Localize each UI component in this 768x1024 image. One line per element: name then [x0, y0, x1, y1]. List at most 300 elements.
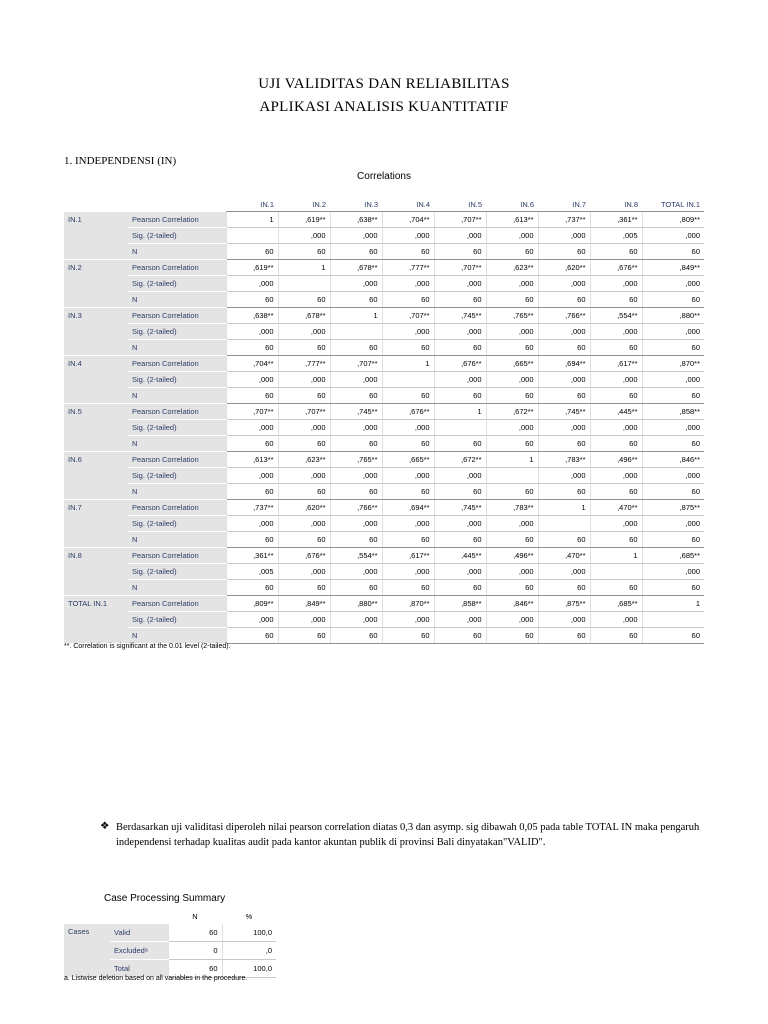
- cell-value: ,613**: [226, 452, 278, 468]
- cell-value: ,000: [434, 228, 486, 244]
- cell-value: ,617**: [382, 548, 434, 564]
- cell-percent: 100,0: [222, 960, 276, 978]
- row-variable-label: IN.7: [64, 500, 128, 548]
- cell-value: 60: [226, 484, 278, 500]
- cell-value: ,000: [486, 372, 538, 388]
- table-row: [64, 924, 276, 942]
- cell-value: ,665**: [382, 452, 434, 468]
- cell-value: 60: [382, 580, 434, 596]
- cell-value: ,765**: [486, 308, 538, 324]
- cell-value: ,676**: [434, 356, 486, 372]
- cell-value: 60: [330, 244, 382, 260]
- cell-n: 60: [168, 924, 222, 942]
- cell-value: ,000: [642, 420, 704, 436]
- cell-value: 60: [434, 580, 486, 596]
- table-row: [64, 244, 704, 260]
- cell-value: 60: [434, 388, 486, 404]
- cell-value: 60: [486, 244, 538, 260]
- cell-value: ,665**: [486, 356, 538, 372]
- cell-value: 60: [382, 436, 434, 452]
- cell-value: ,000: [486, 612, 538, 628]
- cell-value: 60: [278, 388, 330, 404]
- cell-value: ,707**: [278, 404, 330, 420]
- row-label: Valid: [110, 924, 168, 942]
- cell-value: ,000: [226, 276, 278, 292]
- cell-value: ,745**: [330, 404, 382, 420]
- cell-value: ,875**: [642, 500, 704, 516]
- cell-value: ,737**: [226, 500, 278, 516]
- cell-value: ,870**: [382, 596, 434, 612]
- cell-value: ,880**: [330, 596, 382, 612]
- row-variable-label: IN.2: [64, 260, 128, 308]
- cell-value: 60: [590, 532, 642, 548]
- cell-value: 60: [226, 532, 278, 548]
- cell-value: ,678**: [330, 260, 382, 276]
- header-cell: [110, 909, 168, 924]
- row-variable-label: IN.3: [64, 308, 128, 356]
- cell-value: ,000: [486, 564, 538, 580]
- statistic-label: N: [128, 292, 226, 308]
- cell-value: ,000: [330, 564, 382, 580]
- cell-value: ,000: [330, 420, 382, 436]
- cell-value: ,000: [382, 564, 434, 580]
- table-row: [64, 436, 704, 452]
- cell-value: ,694**: [538, 356, 590, 372]
- column-header: IN.4: [382, 198, 434, 212]
- cell-value: ,554**: [590, 308, 642, 324]
- statistic-label: Sig. (2-tailed): [128, 324, 226, 340]
- cell-value: ,000: [382, 276, 434, 292]
- cell-value: ,496**: [590, 452, 642, 468]
- cell-value: ,672**: [486, 404, 538, 420]
- statistic-label: N: [128, 532, 226, 548]
- cell-value: 60: [382, 484, 434, 500]
- column-header: IN.6: [486, 198, 538, 212]
- cell-value: 60: [486, 388, 538, 404]
- cell-value: 1: [434, 404, 486, 420]
- table-row: [64, 276, 704, 292]
- cell-value: 1: [330, 308, 382, 324]
- cell-value: 60: [486, 628, 538, 644]
- cell-value: ,000: [226, 612, 278, 628]
- cell-value: 60: [434, 340, 486, 356]
- section-heading: 1. INDEPENDENSI (IN): [64, 155, 177, 167]
- row-variable-label: IN.4: [64, 356, 128, 404]
- cell-value: ,361**: [226, 548, 278, 564]
- cell-value: 60: [382, 388, 434, 404]
- cell-value: 60: [590, 628, 642, 644]
- column-header: IN.8: [590, 198, 642, 212]
- cell-value: ,000: [486, 276, 538, 292]
- statistic-label: Sig. (2-tailed): [128, 516, 226, 532]
- cell-value: ,000: [434, 516, 486, 532]
- header-cell: [64, 198, 128, 212]
- cell-value: ,000: [590, 516, 642, 532]
- cell-value: ,000: [382, 228, 434, 244]
- cell-value: ,704**: [382, 212, 434, 228]
- cell-value: ,445**: [590, 404, 642, 420]
- table-row: [64, 372, 704, 388]
- case-summary-table: [64, 909, 276, 978]
- statistic-label: Sig. (2-tailed): [128, 564, 226, 580]
- cell-value: 60: [278, 244, 330, 260]
- cell-value: [590, 564, 642, 580]
- cell-value: 60: [226, 340, 278, 356]
- cell-value: ,809**: [226, 596, 278, 612]
- cell-value: 60: [538, 244, 590, 260]
- cell-value: 60: [382, 628, 434, 644]
- row-label: Total: [110, 960, 168, 978]
- header-cell: [64, 909, 110, 924]
- cell-value: ,000: [590, 468, 642, 484]
- row-variable-label: IN.1: [64, 212, 128, 260]
- cell-value: 60: [642, 436, 704, 452]
- case-summary-footnote: a. Listwise deletion based on all variables in the procedure.: [64, 975, 248, 982]
- cell-value: 60: [434, 532, 486, 548]
- document-title-line-2: APLIKASI ANALISIS KUANTITATIF: [259, 99, 509, 115]
- cell-value: ,000: [434, 468, 486, 484]
- cell-value: ,000: [642, 228, 704, 244]
- cell-value: 60: [538, 292, 590, 308]
- cell-value: ,000: [642, 468, 704, 484]
- cell-value: ,000: [590, 276, 642, 292]
- cell-value: ,361**: [590, 212, 642, 228]
- statistic-label: N: [128, 388, 226, 404]
- cell-value: 60: [590, 484, 642, 500]
- cell-value: ,000: [330, 468, 382, 484]
- cell-value: ,619**: [226, 260, 278, 276]
- cell-value: 1: [642, 596, 704, 612]
- cell-value: ,766**: [538, 308, 590, 324]
- cell-value: 60: [226, 436, 278, 452]
- cell-value: ,846**: [642, 452, 704, 468]
- table-row: [64, 532, 704, 548]
- cell-value: ,470**: [590, 500, 642, 516]
- table-row: [64, 340, 704, 356]
- cell-value: ,783**: [538, 452, 590, 468]
- cell-value: ,000: [226, 420, 278, 436]
- cell-value: 60: [226, 244, 278, 260]
- cell-n: 60: [168, 960, 222, 978]
- cell-value: ,849**: [278, 596, 330, 612]
- cell-value: ,623**: [278, 452, 330, 468]
- cell-value: 60: [434, 484, 486, 500]
- cell-value: ,000: [278, 324, 330, 340]
- cell-value: ,619**: [278, 212, 330, 228]
- cell-value: ,000: [434, 276, 486, 292]
- cell-value: 60: [382, 532, 434, 548]
- column-header: IN.5: [434, 198, 486, 212]
- column-header: IN.7: [538, 198, 590, 212]
- cell-value: 60: [330, 436, 382, 452]
- cell-percent: ,0: [222, 942, 276, 960]
- cell-value: 60: [226, 292, 278, 308]
- cell-value: ,707**: [434, 260, 486, 276]
- cell-value: ,000: [382, 420, 434, 436]
- cell-value: 60: [278, 580, 330, 596]
- statistic-label: Pearson Correlation: [128, 500, 226, 516]
- cell-value: ,000: [642, 372, 704, 388]
- cell-value: ,858**: [642, 404, 704, 420]
- cell-value: ,000: [226, 516, 278, 532]
- cell-value: 60: [226, 628, 278, 644]
- cell-value: ,000: [226, 372, 278, 388]
- statistic-label: N: [128, 484, 226, 500]
- cell-value: ,777**: [382, 260, 434, 276]
- table-row: [64, 404, 704, 420]
- cell-value: 60: [330, 532, 382, 548]
- cell-value: 1: [382, 356, 434, 372]
- cell-value: ,000: [590, 612, 642, 628]
- cell-value: 60: [278, 340, 330, 356]
- table-row: [64, 580, 704, 596]
- cell-value: ,000: [538, 420, 590, 436]
- cell-value: ,000: [226, 324, 278, 340]
- table-header-row: [64, 909, 276, 924]
- row-variable-label: TOTAL IN.1: [64, 596, 128, 644]
- cell-value: ,745**: [538, 404, 590, 420]
- cell-value: ,676**: [382, 404, 434, 420]
- row-variable-label: IN.5: [64, 404, 128, 452]
- statistic-label: Pearson Correlation: [128, 356, 226, 372]
- column-header: IN.3: [330, 198, 382, 212]
- column-header: TOTAL IN.1: [642, 198, 704, 212]
- cell-value: 60: [538, 628, 590, 644]
- statistic-label: N: [128, 628, 226, 644]
- cell-value: 60: [486, 532, 538, 548]
- table-row: [64, 596, 704, 612]
- cell-value: 1: [278, 260, 330, 276]
- table-row: [64, 420, 704, 436]
- table-row: [64, 548, 704, 564]
- cell-value: ,766**: [330, 500, 382, 516]
- cell-value: ,000: [538, 276, 590, 292]
- cell-value: [538, 516, 590, 532]
- statistic-label: Pearson Correlation: [128, 212, 226, 228]
- cell-value: 60: [642, 484, 704, 500]
- cell-value: ,849**: [642, 260, 704, 276]
- cell-value: 60: [642, 388, 704, 404]
- header-cell: [128, 198, 226, 212]
- cell-value: ,000: [330, 612, 382, 628]
- cell-value: ,496**: [486, 548, 538, 564]
- row-group-label: Cases: [64, 924, 110, 978]
- cell-value: ,745**: [434, 500, 486, 516]
- cell-value: [486, 468, 538, 484]
- cell-value: ,000: [486, 324, 538, 340]
- cell-value: ,870**: [642, 356, 704, 372]
- cell-value: ,000: [382, 516, 434, 532]
- cell-value: 60: [538, 580, 590, 596]
- cell-value: 60: [226, 388, 278, 404]
- cell-value: 1: [538, 500, 590, 516]
- statistic-label: Pearson Correlation: [128, 596, 226, 612]
- statistic-label: Sig. (2-tailed): [128, 276, 226, 292]
- cell-value: 60: [226, 580, 278, 596]
- statistic-label: Pearson Correlation: [128, 308, 226, 324]
- cell-value: ,000: [278, 564, 330, 580]
- cell-value: 60: [382, 292, 434, 308]
- cell-value: ,783**: [486, 500, 538, 516]
- cell-value: 60: [278, 484, 330, 500]
- table-row: [64, 628, 704, 644]
- cell-value: ,000: [434, 324, 486, 340]
- cell-value: 60: [538, 340, 590, 356]
- cell-value: ,707**: [382, 308, 434, 324]
- statistic-label: Sig. (2-tailed): [128, 228, 226, 244]
- cell-value: ,000: [538, 372, 590, 388]
- cell-value: ,000: [538, 564, 590, 580]
- cell-value: 60: [278, 628, 330, 644]
- cell-value: [226, 228, 278, 244]
- cell-value: 60: [486, 436, 538, 452]
- table-row: [64, 516, 704, 532]
- cell-value: ,005: [590, 228, 642, 244]
- case-summary-caption: Case Processing Summary: [104, 893, 226, 904]
- cell-value: ,000: [434, 612, 486, 628]
- cell-value: 60: [486, 340, 538, 356]
- table-row: [64, 212, 704, 228]
- cell-value: ,000: [278, 612, 330, 628]
- table-row: [64, 388, 704, 404]
- cell-value: [434, 420, 486, 436]
- bullet-icon: ❖: [100, 821, 110, 832]
- cell-value: 60: [642, 244, 704, 260]
- cell-value: 60: [330, 484, 382, 500]
- table-row: [64, 484, 704, 500]
- cell-value: ,704**: [226, 356, 278, 372]
- cell-value: ,707**: [434, 212, 486, 228]
- correlations-footnote: **. Correlation is significant at the 0.01 level (2-tailed).: [64, 643, 231, 650]
- cell-value: ,000: [434, 564, 486, 580]
- cell-value: ,000: [642, 324, 704, 340]
- cell-value: ,613**: [486, 212, 538, 228]
- cell-value: ,000: [330, 276, 382, 292]
- statistic-label: N: [128, 580, 226, 596]
- cell-value: ,000: [642, 516, 704, 532]
- table-header-row: [64, 198, 704, 212]
- cell-value: ,000: [538, 468, 590, 484]
- cell-value: 60: [382, 244, 434, 260]
- cell-value: 60: [434, 244, 486, 260]
- cell-value: ,000: [382, 468, 434, 484]
- statistic-label: Sig. (2-tailed): [128, 372, 226, 388]
- cell-value: 60: [590, 340, 642, 356]
- cell-value: ,000: [226, 468, 278, 484]
- table-row: [64, 260, 704, 276]
- cell-value: 60: [278, 436, 330, 452]
- table-row: [64, 308, 704, 324]
- column-header: IN.1: [226, 198, 278, 212]
- cell-value: ,638**: [330, 212, 382, 228]
- cell-value: ,620**: [538, 260, 590, 276]
- cell-value: ,707**: [330, 356, 382, 372]
- cell-value: ,000: [278, 516, 330, 532]
- cell-value: ,623**: [486, 260, 538, 276]
- cell-value: ,685**: [590, 596, 642, 612]
- statistic-label: Pearson Correlation: [128, 260, 226, 276]
- cell-value: ,617**: [590, 356, 642, 372]
- cell-value: ,638**: [226, 308, 278, 324]
- cell-value: ,745**: [434, 308, 486, 324]
- cell-value: [278, 276, 330, 292]
- cell-value: ,000: [486, 420, 538, 436]
- cell-value: [642, 612, 704, 628]
- row-label: Excludedᵃ: [110, 942, 168, 960]
- row-variable-label: IN.6: [64, 452, 128, 500]
- cell-value: 60: [434, 628, 486, 644]
- correlations-caption: Correlations: [357, 171, 411, 182]
- cell-value: ,000: [642, 564, 704, 580]
- cell-value: 60: [538, 436, 590, 452]
- cell-value: 60: [590, 580, 642, 596]
- cell-value: ,000: [330, 372, 382, 388]
- cell-value: ,685**: [642, 548, 704, 564]
- statistic-label: Sig. (2-tailed): [128, 420, 226, 436]
- cell-value: 60: [330, 580, 382, 596]
- table-row: [64, 324, 704, 340]
- cell-value: 60: [642, 628, 704, 644]
- cell-value: ,765**: [330, 452, 382, 468]
- cell-value: [330, 324, 382, 340]
- row-variable-label: IN.8: [64, 548, 128, 596]
- cell-value: 60: [486, 484, 538, 500]
- cell-value: 60: [642, 292, 704, 308]
- cell-value: 60: [486, 580, 538, 596]
- table-row: [64, 468, 704, 484]
- cell-value: ,000: [486, 228, 538, 244]
- cell-value: ,000: [278, 228, 330, 244]
- cell-value: ,554**: [330, 548, 382, 564]
- cell-value: ,000: [486, 516, 538, 532]
- cell-value: 1: [226, 212, 278, 228]
- cell-value: ,620**: [278, 500, 330, 516]
- column-header: %: [245, 912, 253, 921]
- cell-value: 60: [590, 244, 642, 260]
- cell-value: 60: [642, 532, 704, 548]
- cell-value: ,737**: [538, 212, 590, 228]
- document-title-line-1: UJI VALIDITAS DAN RELIABILITAS: [258, 76, 510, 92]
- cell-value: ,694**: [382, 500, 434, 516]
- table-row: [64, 612, 704, 628]
- table-row: [64, 356, 704, 372]
- cell-value: 60: [538, 388, 590, 404]
- column-header: IN.2: [278, 198, 330, 212]
- cell-value: ,880**: [642, 308, 704, 324]
- cell-value: ,858**: [434, 596, 486, 612]
- cell-value: [382, 372, 434, 388]
- cell-value: ,000: [382, 324, 434, 340]
- cell-value: ,875**: [538, 596, 590, 612]
- table-row: [64, 292, 704, 308]
- statistic-label: N: [128, 340, 226, 356]
- cell-value: ,000: [330, 516, 382, 532]
- cell-value: ,000: [590, 420, 642, 436]
- cell-value: 60: [590, 292, 642, 308]
- table-row: [64, 564, 704, 580]
- cell-value: 60: [486, 292, 538, 308]
- cell-value: ,445**: [434, 548, 486, 564]
- cell-value: ,777**: [278, 356, 330, 372]
- cell-value: 60: [590, 436, 642, 452]
- cell-value: 60: [538, 532, 590, 548]
- cell-value: ,676**: [590, 260, 642, 276]
- cell-value: 60: [590, 388, 642, 404]
- cell-value: ,707**: [226, 404, 278, 420]
- cell-value: 60: [434, 292, 486, 308]
- cell-value: 1: [486, 452, 538, 468]
- cell-value: ,470**: [538, 548, 590, 564]
